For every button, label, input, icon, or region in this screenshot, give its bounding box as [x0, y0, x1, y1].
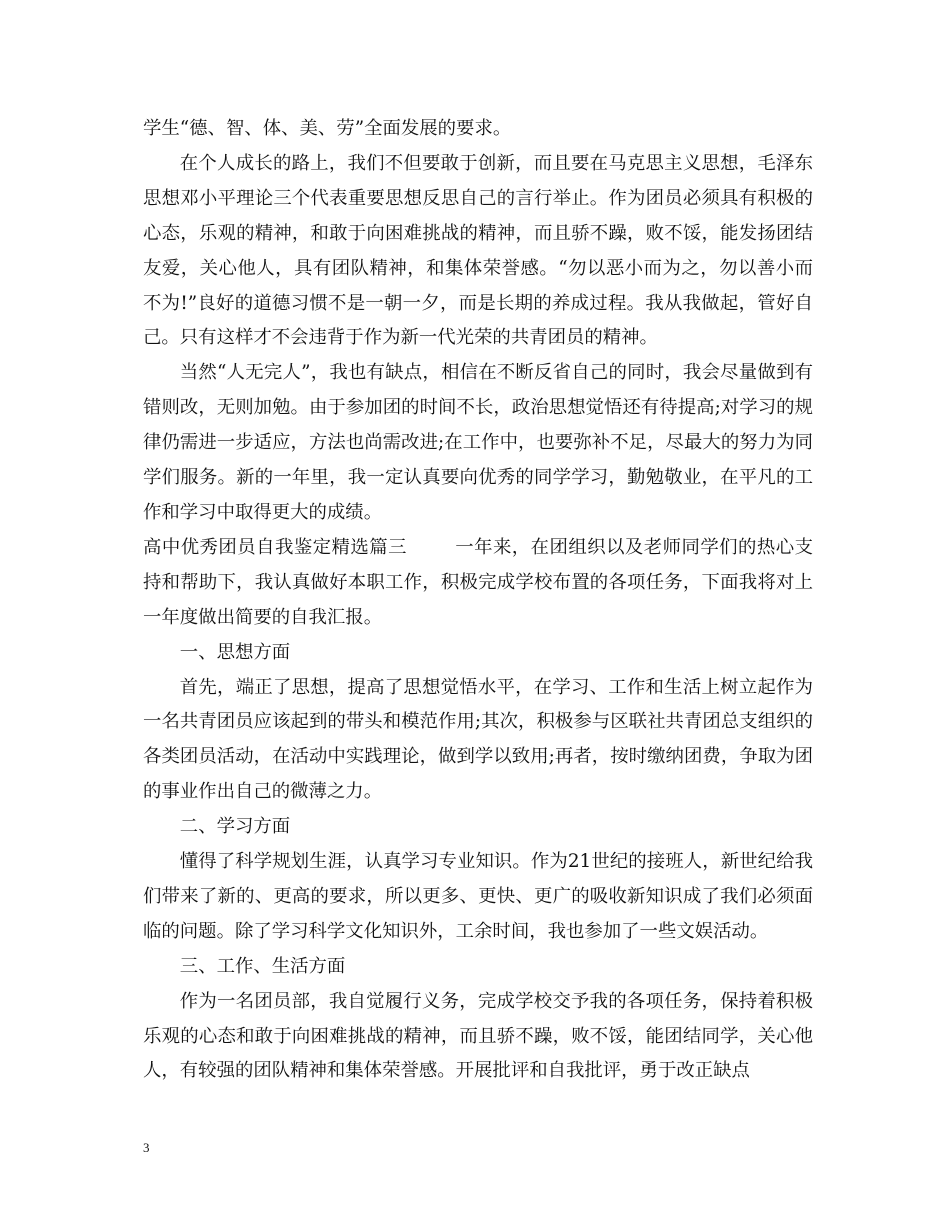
paragraph-personal-growth: 在个人成长的路上，我们不但要敢于创新，而且要在马克思主义思想，毛泽东思想邓小平理论三个代表重要思想反思自己的言行举止。作为团员必须具有积极的心态，乐观的精神，和敢于向困难挑战的精神，而且骄不躁，败不馁，能发扬团结友爱，关心他人，具有团队精神，和集体荣誉感。“勿以恶小而为之，勿以善小而不为!”良好的道德习惯不是一朝一夕，而是长期的养成过程。我从我做起，管好自己。只有这样才不会违背于作为新一代光荣的共青团员的精神。 [143, 152, 813, 349]
section-intro: 一年来，在团组织以及老师同学们的热心支持和帮助下，我认真做好本职工作，积极完成学校布置的各项任务，下面我将对上一年度做出简要的自我汇报。 [143, 536, 813, 628]
heading-thought: 一、思想方面 [179, 641, 291, 663]
heading-work-life: 三、工作、生活方面 [179, 955, 346, 977]
page-number: 3 [143, 1140, 150, 1155]
paragraph-continuation: 学生“德、智、体、美、劳”全面发展的要求。 [143, 118, 512, 139]
heading-study: 二、学习方面 [179, 816, 291, 838]
section-three-paragraph [143, 531, 813, 636]
paragraph-thought: 首先，端正了思想，提高了思想觉悟水平，在学习、工作和生活上树立起作为一名共青团员应该起到的带头和模范作用;其次，积极参与区联社共青团总支组织的各类团员活动，在活动中实践理论，做到学以致用;再者，按时缴纳团费，争取为团的事业作出自己的微薄之力。 [143, 676, 813, 803]
section-title: 高中优秀团员自我鉴定精选篇三 [143, 536, 407, 558]
paragraph-shortcomings: 当然“人无完人”，我也有缺点，相信在不断反省自己的同时，我会尽量做到有错则改，无则加勉。由于参加团的时间不长，政治思想觉悟还有待提高;对学习的规律仍需进一步适应，方法也尚需改进;在工作中，也要弥补不足，尽最大的努力为同学们服务。新的一年里，我一定认真要向优秀的同学学习，勤勉敬业，在平凡的工作和学习中取得更大的成绩。 [143, 362, 813, 523]
paragraph-work-life: 作为一名团员部，我自觉履行义务，完成学校交予我的各项任务，保持着积极乐观的心态和敢于向困难挑战的精神，而且骄不躁，败不馁，能团结同学，关心他人，有较强的团队精神和集体荣誉感。开展批评和自我批评，勇于改正缺点 [143, 990, 813, 1082]
document-body [143, 112, 813, 1089]
paragraph-study: 懂得了科学规划生涯，认真学习专业知识。作为21世纪的接班人，新世纪给我们带来了新的、更高的要求，所以更多、更快、更广的吸收新知识成了我们必须面临的问题。除了学习科学文化知识外，工余时间，我也参加了一些文娱活动。 [143, 851, 813, 942]
